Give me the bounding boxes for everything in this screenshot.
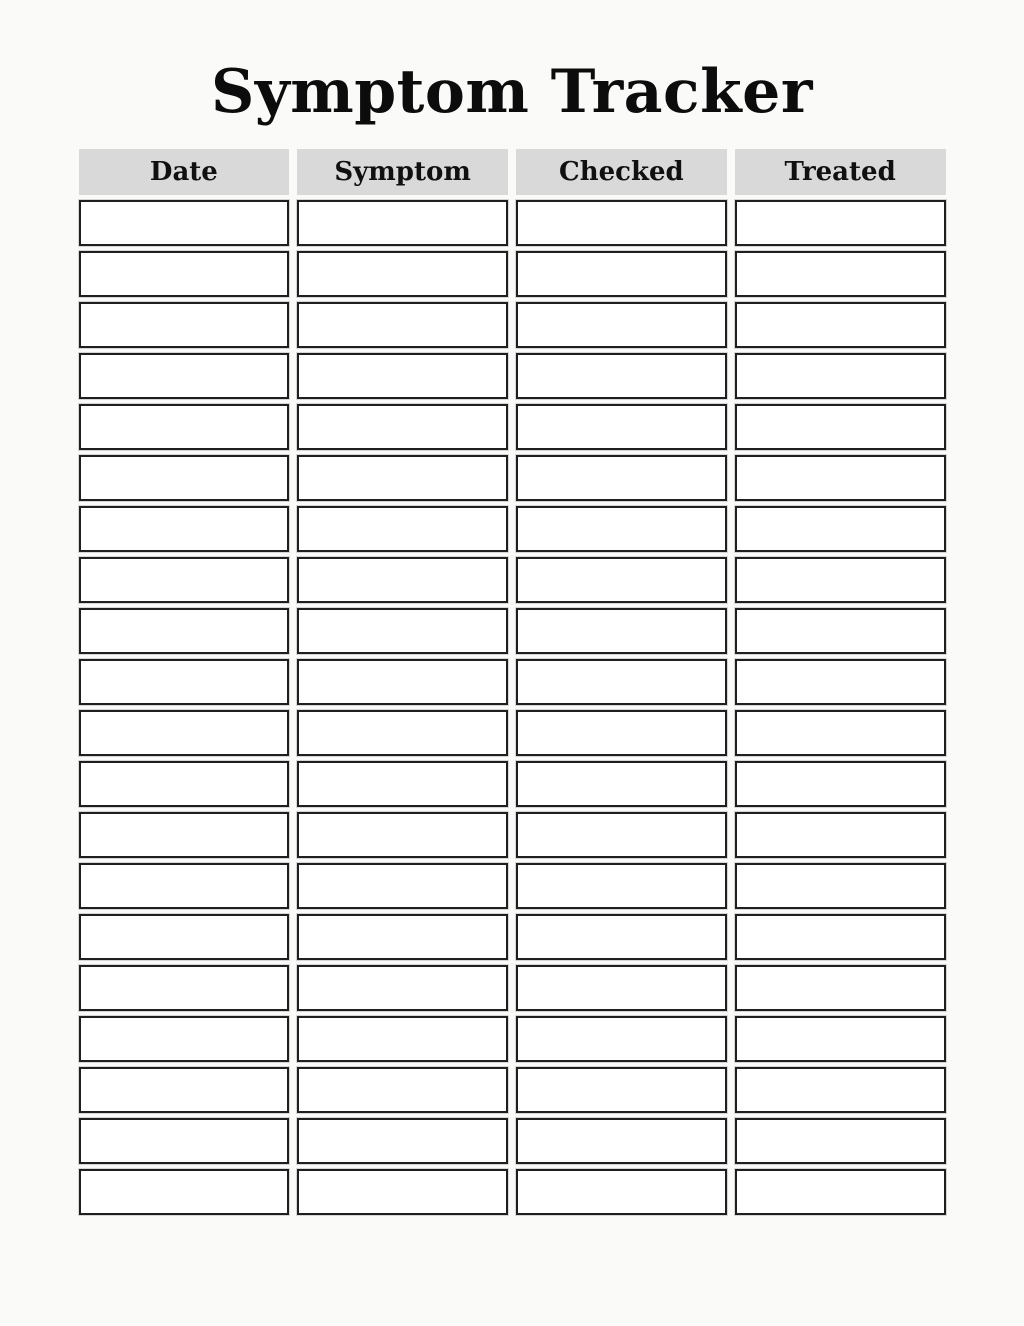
symptom-input[interactable] — [297, 812, 508, 858]
symptom-input[interactable] — [297, 710, 508, 756]
symptom-input[interactable] — [297, 761, 508, 807]
symptom-input[interactable] — [297, 1016, 508, 1062]
checked-input[interactable] — [516, 557, 727, 603]
column-header-checked: Checked — [516, 149, 727, 195]
symptom-input[interactable] — [297, 965, 508, 1011]
symptom-input[interactable] — [297, 914, 508, 960]
treated-input[interactable] — [735, 506, 946, 552]
treated-input[interactable] — [735, 1016, 946, 1062]
symptom-input[interactable] — [297, 557, 508, 603]
date-input[interactable] — [79, 455, 290, 501]
symptom-input[interactable] — [297, 863, 508, 909]
treated-input[interactable] — [735, 1169, 946, 1215]
treated-input[interactable] — [735, 608, 946, 654]
symptom-input[interactable] — [297, 200, 508, 246]
treated-input[interactable] — [735, 1118, 946, 1164]
date-input[interactable] — [79, 557, 290, 603]
date-input[interactable] — [79, 200, 290, 246]
treated-input[interactable] — [735, 761, 946, 807]
symptom-input[interactable] — [297, 455, 508, 501]
date-input[interactable] — [79, 404, 290, 450]
column-header-treated: Treated — [735, 149, 946, 195]
treated-input[interactable] — [735, 659, 946, 705]
treated-input[interactable] — [735, 455, 946, 501]
treated-input[interactable] — [735, 863, 946, 909]
page-title: Symptom Tracker — [211, 57, 813, 127]
treated-input[interactable] — [735, 914, 946, 960]
treated-input[interactable] — [735, 302, 946, 348]
checked-input[interactable] — [516, 251, 727, 297]
date-input[interactable] — [79, 608, 290, 654]
symptom-input[interactable] — [297, 404, 508, 450]
date-input[interactable] — [79, 710, 290, 756]
symptom-input[interactable] — [297, 302, 508, 348]
date-input[interactable] — [79, 965, 290, 1011]
date-input[interactable] — [79, 659, 290, 705]
date-input[interactable] — [79, 1067, 290, 1113]
date-input[interactable] — [79, 506, 290, 552]
symptom-table — [79, 149, 946, 1215]
checked-input[interactable] — [516, 455, 727, 501]
symptom-input[interactable] — [297, 659, 508, 705]
treated-input[interactable] — [735, 251, 946, 297]
checked-input[interactable] — [516, 1118, 727, 1164]
checked-input[interactable] — [516, 1169, 727, 1215]
treated-input[interactable] — [735, 353, 946, 399]
checked-input[interactable] — [516, 608, 727, 654]
checked-input[interactable] — [516, 353, 727, 399]
symptom-input[interactable] — [297, 506, 508, 552]
date-input[interactable] — [79, 1118, 290, 1164]
treated-input[interactable] — [735, 812, 946, 858]
column-header-date: Date — [79, 149, 290, 195]
treated-input[interactable] — [735, 1067, 946, 1113]
checked-input[interactable] — [516, 1067, 727, 1113]
checked-input[interactable] — [516, 914, 727, 960]
checked-input[interactable] — [516, 659, 727, 705]
symptom-input[interactable] — [297, 1169, 508, 1215]
treated-input[interactable] — [735, 965, 946, 1011]
column-header-symptom: Symptom — [297, 149, 508, 195]
date-input[interactable] — [79, 1169, 290, 1215]
treated-input[interactable] — [735, 200, 946, 246]
symptom-input[interactable] — [297, 608, 508, 654]
date-input[interactable] — [79, 863, 290, 909]
date-input[interactable] — [79, 302, 290, 348]
date-input[interactable] — [79, 914, 290, 960]
checked-input[interactable] — [516, 761, 727, 807]
checked-input[interactable] — [516, 404, 727, 450]
checked-input[interactable] — [516, 200, 727, 246]
treated-input[interactable] — [735, 710, 946, 756]
date-input[interactable] — [79, 812, 290, 858]
checked-input[interactable] — [516, 506, 727, 552]
symptom-input[interactable] — [297, 1067, 508, 1113]
checked-input[interactable] — [516, 710, 727, 756]
checked-input[interactable] — [516, 965, 727, 1011]
date-input[interactable] — [79, 761, 290, 807]
checked-input[interactable] — [516, 863, 727, 909]
date-input[interactable] — [79, 251, 290, 297]
symptom-input[interactable] — [297, 1118, 508, 1164]
treated-input[interactable] — [735, 557, 946, 603]
treated-input[interactable] — [735, 404, 946, 450]
date-input[interactable] — [79, 353, 290, 399]
checked-input[interactable] — [516, 302, 727, 348]
symptom-input[interactable] — [297, 251, 508, 297]
symptom-input[interactable] — [297, 353, 508, 399]
date-input[interactable] — [79, 1016, 290, 1062]
checked-input[interactable] — [516, 1016, 727, 1062]
checked-input[interactable] — [516, 812, 727, 858]
